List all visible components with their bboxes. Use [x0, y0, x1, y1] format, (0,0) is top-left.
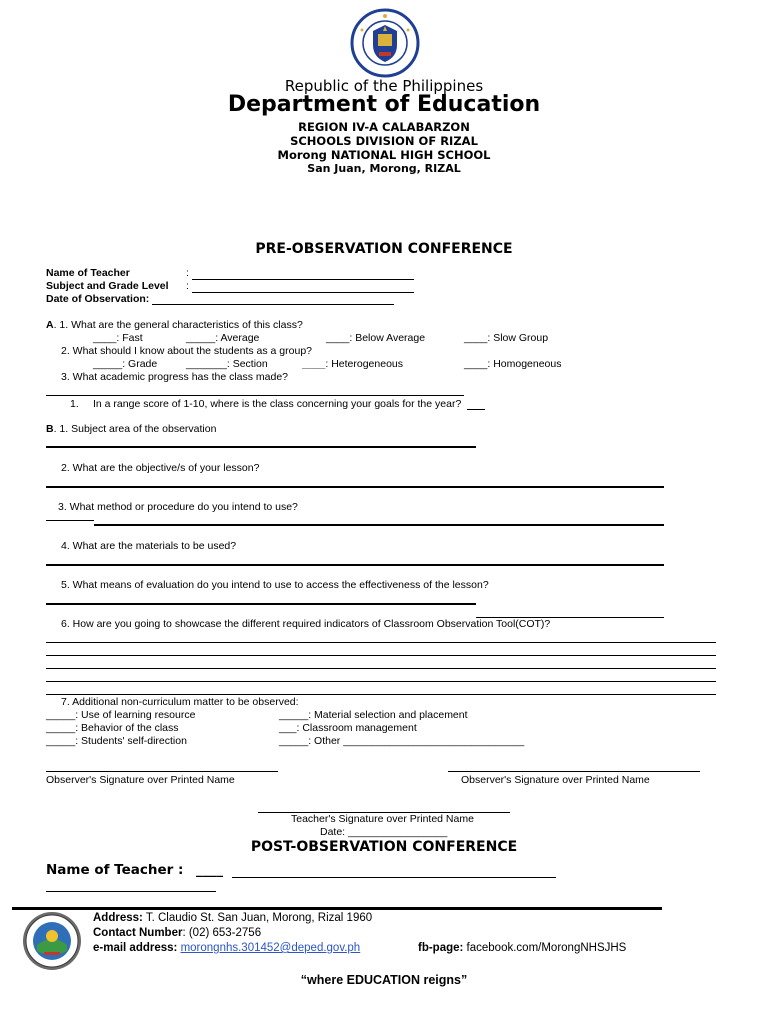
b-q6-answer-line-2[interactable]: [46, 655, 716, 656]
footer-email: [93, 942, 360, 954]
heterogeneous-blank: ____: [302, 358, 326, 370]
contact-label: Contact Number: [93, 927, 183, 939]
date-colon: :: [145, 293, 150, 305]
b-q6-answer-line-1[interactable]: [46, 642, 716, 643]
school-logo-icon: [22, 911, 82, 971]
date-observation-text: Date of Observation: [46, 293, 146, 305]
option-material-selection[interactable]: _____: Material selection and placement: [279, 709, 468, 721]
a-question-2: 2. What should I know about the students as a group?: [61, 345, 312, 357]
option-section[interactable]: _______: Section: [186, 358, 268, 370]
b-question-6: 6. How are you going to showcase the different required indicators of Classroom Observation Tool(COT)?: [61, 618, 551, 630]
subject-field[interactable]: [192, 292, 414, 293]
heterogeneous-label: : Heterogeneous: [325, 358, 403, 370]
option-grade[interactable]: _____: Grade: [93, 358, 158, 370]
deped-seal-icon: [350, 8, 420, 78]
option-homogeneous[interactable]: ____: Homogeneous: [464, 358, 562, 370]
observer-signature-label-2: Observer's Signature over Printed Name: [461, 774, 650, 786]
option-fast[interactable]: ____: Fast: [93, 332, 143, 344]
b-q3-answer-line-a[interactable]: [46, 520, 94, 521]
option-heterogeneous[interactable]: [302, 358, 403, 370]
observer-signature-line-1[interactable]: [46, 771, 278, 772]
footer-address: [93, 912, 372, 924]
b-question-4: 4. What are the materials to be used?: [61, 540, 237, 552]
option-behavior[interactable]: _____: Behavior of the class: [46, 722, 179, 734]
post-teacher-label: Name of Teacher :: [46, 862, 184, 878]
school-location: San Juan, Morong, RIZAL: [307, 162, 461, 175]
observer-signature-line-2[interactable]: [448, 771, 700, 772]
school-motto: “where EDUCATION reigns”: [300, 973, 468, 987]
post-observation-title: POST-OBSERVATION CONFERENCE: [250, 839, 518, 855]
b-q6-answer-line-3[interactable]: [46, 668, 716, 669]
department-name: Department of Education: [227, 92, 541, 117]
teacher-name-field[interactable]: [192, 279, 414, 280]
teacher-signature-label: Teacher's Signature over Printed Name: [291, 813, 474, 825]
a-q3-answer-line[interactable]: [46, 395, 464, 396]
country-name: Republic of the Philippines: [284, 77, 484, 95]
option-below-average[interactable]: ____: Below Average: [326, 332, 426, 344]
fb-label: fb-page:: [418, 942, 464, 954]
option-classroom-management[interactable]: ___: Classroom management: [279, 722, 417, 734]
option-average[interactable]: _____: Average: [186, 332, 260, 344]
b-question-5: 5. What means of evaluation do you intend to use to access the effectiveness of the lesson?: [61, 579, 489, 591]
a-q1-text: . 1. What are the general characteristics of this class?: [53, 319, 303, 331]
pre-observation-title: PRE-OBSERVATION CONFERENCE: [255, 241, 513, 257]
option-learning-resource[interactable]: _____: Use of learning resource: [46, 709, 196, 721]
a-range-number: 1.: [70, 398, 79, 410]
b-prefix: B: [46, 423, 54, 435]
option-slow-group[interactable]: ____: Slow Group: [464, 332, 549, 344]
footer-contact: [93, 927, 261, 939]
division-name: SCHOOLS DIVISION OF RIZAL: [290, 134, 478, 148]
subject-label: Subject and Grade Level: [46, 280, 169, 292]
b-q1-text: . 1. Subject area of the observation: [53, 423, 217, 435]
email-label: e-mail address:: [93, 942, 178, 954]
b-q6-answer-line-5[interactable]: [46, 694, 716, 695]
b-q2-answer-line[interactable]: [46, 486, 664, 488]
region-name: REGION IV-A CALABARZON: [298, 120, 470, 134]
address-text: T. Claudio St. San Juan, Morong, Rizal 1960: [142, 912, 373, 924]
option-self-direction[interactable]: _____: Students' self-direction: [46, 735, 187, 747]
option-other[interactable]: _____: Other _______________________________: [279, 735, 525, 747]
footer-fb: [418, 942, 626, 954]
a-range-question: In a range score of 1-10, where is the class concerning your goals for the year?: [93, 398, 462, 410]
b-q5-answer-line-a[interactable]: [46, 603, 476, 605]
b-question-1: [46, 423, 216, 435]
footer-divider: [12, 907, 662, 910]
post-teacher-field[interactable]: [232, 877, 556, 878]
date-observation-field[interactable]: [152, 304, 394, 305]
b-q4-answer-line[interactable]: [46, 564, 664, 566]
a-prefix: A: [46, 319, 54, 331]
post-teacher-blank: ____: [196, 862, 223, 878]
email-link[interactable]: morongnhs.301452@deped.gov.ph: [180, 942, 361, 954]
b-question-7: 7. Additional non-curriculum matter to be observed:: [61, 696, 299, 708]
contact-text: : (02) 653-2756: [182, 927, 262, 939]
b-q1-answer-line[interactable]: [46, 446, 476, 448]
signature-date[interactable]: Date: _________________: [320, 826, 448, 838]
b-question-3: 3. What method or procedure do you intend to use?: [58, 501, 298, 513]
teacher-name-label: Name of Teacher: [46, 267, 130, 279]
a-question-1: [46, 319, 303, 331]
b-q6-answer-line-4[interactable]: [46, 681, 716, 682]
a-range-answer-line[interactable]: [467, 409, 485, 410]
observer-signature-label-1: Observer's Signature over Printed Name: [46, 774, 235, 786]
b-q3-answer-line-b[interactable]: [94, 524, 664, 526]
subject-colon: :: [186, 280, 189, 292]
fb-link[interactable]: facebook.com/MorongNHSJHS: [463, 942, 627, 954]
post-teacher-field-2[interactable]: [46, 891, 216, 892]
teacher-colon: :: [186, 267, 189, 279]
date-observation-label: [46, 293, 149, 305]
a-question-3: 3. What academic progress has the class made?: [61, 371, 289, 383]
school-name: Morong NATIONAL HIGH SCHOOL: [277, 148, 491, 162]
b-question-2: 2. What are the objective/s of your lesson?: [61, 462, 260, 474]
address-label: Address:: [93, 912, 143, 924]
